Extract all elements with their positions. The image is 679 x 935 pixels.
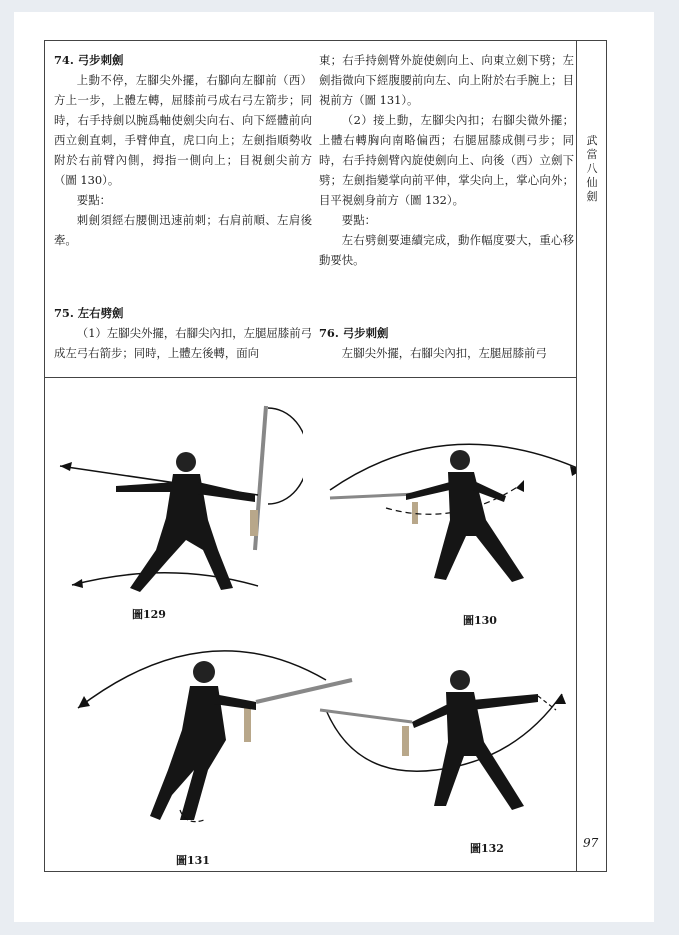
figure-129-caption: 圖129 xyxy=(132,608,166,621)
paragraph: 刺劍須經右腰側迅速前刺；右肩前順、左肩後牽。 xyxy=(54,213,312,247)
text-column-right xyxy=(319,50,574,270)
figure-130-caption: 圖130 xyxy=(463,614,497,627)
key-points-label: 要點： xyxy=(341,213,376,227)
swordsman-figure-129 xyxy=(58,400,303,610)
paragraph: 左腳尖外擺，右腳尖內扣，左腿屈膝前弓 xyxy=(341,346,547,360)
figure-131-caption: 圖131 xyxy=(176,854,210,867)
key-points-label: 要點： xyxy=(76,193,111,207)
swordsman-figure-130 xyxy=(326,410,576,610)
swordsman-figure-132 xyxy=(316,630,581,840)
text-column-left-lower xyxy=(54,303,312,363)
page-number: 97 xyxy=(583,836,599,850)
text-image-divider xyxy=(44,377,577,378)
paragraph: 上動不停，左腳尖外擺，右腳向左腳前（西）方上一步，上體左轉，屈膝前弓成右弓左箭步；同時，右手持劍以腕爲軸使劍尖向右、向下經體前向西立劍直刺，手臂伸直，虎口向上；左劍指順勢收附於右前臂內側，拇指一側向上；目視劍尖前方（圖 130）。 xyxy=(54,73,312,187)
figure-129-photo xyxy=(58,400,303,610)
section-heading-75: 75. 左右劈劍 xyxy=(54,306,124,320)
figure-132-caption: 圖132 xyxy=(470,842,504,855)
figure-132-photo xyxy=(316,630,581,840)
figure-131-photo xyxy=(76,620,356,835)
paragraph: 東；右手持劍臂外旋使劍向上、向東立劍下劈；左劍指微向下經腹腰前向左、向上附於右手腕上；目視前方（圖 131）。 xyxy=(319,53,574,107)
text-column-left xyxy=(54,50,312,250)
section-heading-74: 74. 弓步刺劍 xyxy=(54,53,124,67)
figure-130-photo xyxy=(326,410,576,610)
paragraph: （2）接上動，左腳尖內扣；右腳尖微外擺；上體右轉胸向南略偏西；右腿屈膝成側弓步；同時，右手持劍臂內旋使劍向上、向後（西）立劍下劈；左劍指變掌向前平伸，掌尖向上，掌心向外；目平視劍身前方（圖 132）。 xyxy=(319,113,574,207)
section-heading-76: 76. 弓步刺劍 xyxy=(319,326,389,340)
side-book-title: 武當八仙劍 xyxy=(586,134,598,203)
text-column-right-lower xyxy=(319,323,574,363)
paragraph: （1）左腳尖外擺，右腳尖內扣，左腿屈膝前弓成左弓右箭步；同時，上體左後轉，面向 xyxy=(54,326,312,360)
swordsman-figure-131 xyxy=(76,620,356,835)
paragraph: 左右劈劍要連續完成，動作幅度要大，重心移動要快。 xyxy=(319,233,574,267)
